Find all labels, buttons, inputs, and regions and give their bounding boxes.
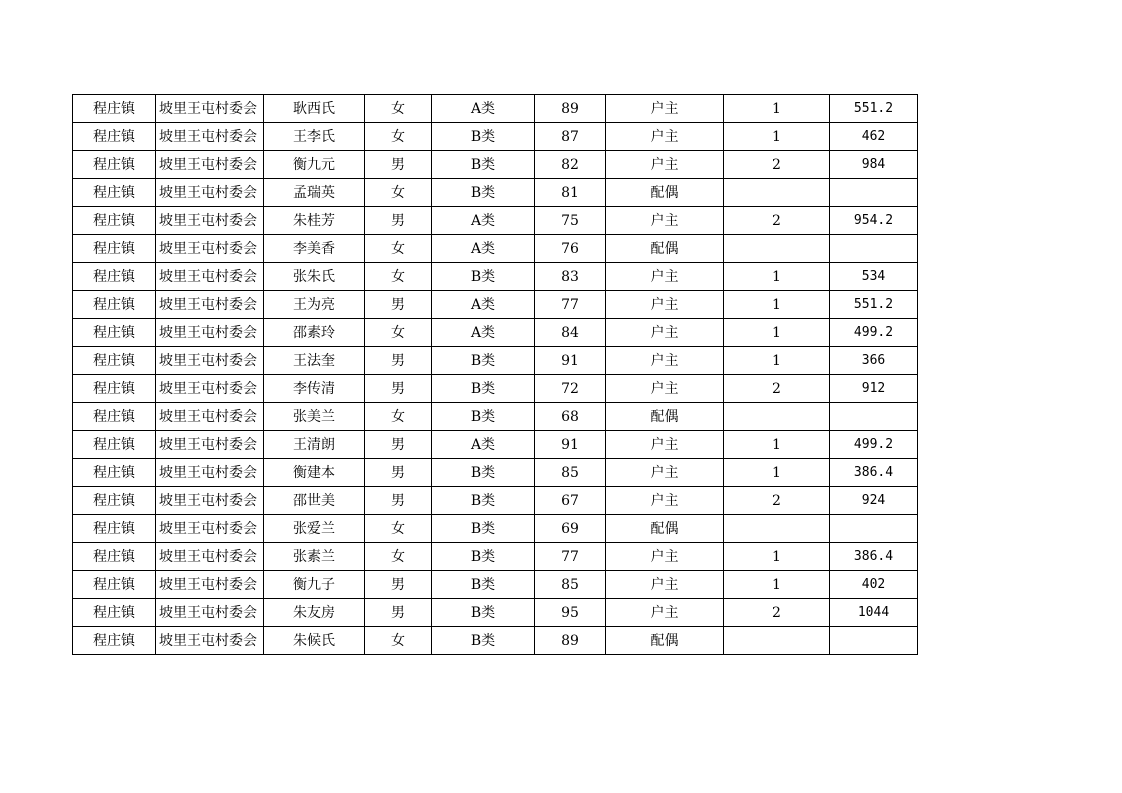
household-count-cell xyxy=(724,515,830,543)
category-cell: B类 xyxy=(432,543,535,571)
village-cell: 坡里王屯村委会 xyxy=(156,543,264,571)
village-cell: 坡里王屯村委会 xyxy=(156,347,264,375)
amount-cell: 924 xyxy=(830,487,918,515)
household-count-cell xyxy=(724,627,830,655)
village-cell: 坡里王屯村委会 xyxy=(156,627,264,655)
amount-cell: 386.4 xyxy=(830,543,918,571)
category-cell: B类 xyxy=(432,487,535,515)
town-cell: 程庄镇 xyxy=(73,207,156,235)
name-cell: 耿西氏 xyxy=(264,95,365,123)
household-count-cell: 2 xyxy=(724,599,830,627)
gender-cell: 女 xyxy=(365,319,432,347)
category-cell: B类 xyxy=(432,263,535,291)
name-cell: 王法奎 xyxy=(264,347,365,375)
name-cell: 李传清 xyxy=(264,375,365,403)
name-cell: 张朱氏 xyxy=(264,263,365,291)
relation-cell: 配偶 xyxy=(606,403,724,431)
amount-cell: 984 xyxy=(830,151,918,179)
table-row xyxy=(73,571,918,599)
age-cell: 72 xyxy=(535,375,606,403)
village-cell: 坡里王屯村委会 xyxy=(156,123,264,151)
age-cell: 83 xyxy=(535,263,606,291)
category-cell: B类 xyxy=(432,459,535,487)
relation-cell: 户主 xyxy=(606,207,724,235)
table-row xyxy=(73,207,918,235)
age-cell: 76 xyxy=(535,235,606,263)
town-cell: 程庄镇 xyxy=(73,487,156,515)
household-count-cell: 1 xyxy=(724,319,830,347)
age-cell: 75 xyxy=(535,207,606,235)
village-cell: 坡里王屯村委会 xyxy=(156,403,264,431)
household-count-cell: 1 xyxy=(724,431,830,459)
table-row xyxy=(73,123,918,151)
table-row xyxy=(73,431,918,459)
category-cell: B类 xyxy=(432,151,535,179)
category-cell: A类 xyxy=(432,319,535,347)
gender-cell: 女 xyxy=(365,95,432,123)
town-cell: 程庄镇 xyxy=(73,459,156,487)
amount-cell xyxy=(830,179,918,207)
name-cell: 李美香 xyxy=(264,235,365,263)
name-cell: 王为亮 xyxy=(264,291,365,319)
village-cell: 坡里王屯村委会 xyxy=(156,571,264,599)
gender-cell: 男 xyxy=(365,431,432,459)
amount-cell: 386.4 xyxy=(830,459,918,487)
village-cell: 坡里王屯村委会 xyxy=(156,235,264,263)
age-cell: 77 xyxy=(535,543,606,571)
relation-cell: 配偶 xyxy=(606,515,724,543)
relation-cell: 户主 xyxy=(606,263,724,291)
village-cell: 坡里王屯村委会 xyxy=(156,319,264,347)
category-cell: B类 xyxy=(432,627,535,655)
category-cell: A类 xyxy=(432,291,535,319)
category-cell: B类 xyxy=(432,179,535,207)
table-row xyxy=(73,459,918,487)
relation-cell: 配偶 xyxy=(606,179,724,207)
gender-cell: 男 xyxy=(365,571,432,599)
village-cell: 坡里王屯村委会 xyxy=(156,599,264,627)
name-cell: 孟瑞英 xyxy=(264,179,365,207)
name-cell: 王李氏 xyxy=(264,123,365,151)
village-cell: 坡里王屯村委会 xyxy=(156,515,264,543)
amount-cell: 366 xyxy=(830,347,918,375)
category-cell: A类 xyxy=(432,95,535,123)
amount-cell: 551.2 xyxy=(830,291,918,319)
town-cell: 程庄镇 xyxy=(73,123,156,151)
amount-cell: 402 xyxy=(830,571,918,599)
town-cell: 程庄镇 xyxy=(73,95,156,123)
name-cell: 衡九元 xyxy=(264,151,365,179)
name-cell: 张爱兰 xyxy=(264,515,365,543)
amount-cell: 462 xyxy=(830,123,918,151)
town-cell: 程庄镇 xyxy=(73,403,156,431)
relation-cell: 户主 xyxy=(606,459,724,487)
household-count-cell: 1 xyxy=(724,459,830,487)
relation-cell: 配偶 xyxy=(606,627,724,655)
village-cell: 坡里王屯村委会 xyxy=(156,487,264,515)
relation-cell: 户主 xyxy=(606,291,724,319)
table-row xyxy=(73,627,918,655)
age-cell: 69 xyxy=(535,515,606,543)
gender-cell: 男 xyxy=(365,291,432,319)
household-count-cell: 1 xyxy=(724,291,830,319)
category-cell: B类 xyxy=(432,571,535,599)
category-cell: B类 xyxy=(432,599,535,627)
name-cell: 邵素玲 xyxy=(264,319,365,347)
gender-cell: 女 xyxy=(365,263,432,291)
household-count-cell: 1 xyxy=(724,123,830,151)
age-cell: 81 xyxy=(535,179,606,207)
amount-cell: 1044 xyxy=(830,599,918,627)
relation-cell: 配偶 xyxy=(606,235,724,263)
relation-cell: 户主 xyxy=(606,487,724,515)
household-count-cell: 2 xyxy=(724,151,830,179)
name-cell: 衡九子 xyxy=(264,571,365,599)
amount-cell: 954.2 xyxy=(830,207,918,235)
age-cell: 85 xyxy=(535,459,606,487)
name-cell: 张美兰 xyxy=(264,403,365,431)
town-cell: 程庄镇 xyxy=(73,543,156,571)
relation-cell: 户主 xyxy=(606,151,724,179)
village-cell: 坡里王屯村委会 xyxy=(156,263,264,291)
town-cell: 程庄镇 xyxy=(73,627,156,655)
relation-cell: 户主 xyxy=(606,95,724,123)
village-cell: 坡里王屯村委会 xyxy=(156,95,264,123)
gender-cell: 女 xyxy=(365,179,432,207)
relation-cell: 户主 xyxy=(606,431,724,459)
town-cell: 程庄镇 xyxy=(73,515,156,543)
village-cell: 坡里王屯村委会 xyxy=(156,207,264,235)
household-count-cell: 1 xyxy=(724,347,830,375)
gender-cell: 男 xyxy=(365,459,432,487)
amount-cell: 534 xyxy=(830,263,918,291)
gender-cell: 女 xyxy=(365,515,432,543)
table-row xyxy=(73,347,918,375)
age-cell: 82 xyxy=(535,151,606,179)
name-cell: 邵世美 xyxy=(264,487,365,515)
name-cell: 衡建本 xyxy=(264,459,365,487)
gender-cell: 女 xyxy=(365,403,432,431)
age-cell: 77 xyxy=(535,291,606,319)
village-cell: 坡里王屯村委会 xyxy=(156,179,264,207)
age-cell: 67 xyxy=(535,487,606,515)
table-row xyxy=(73,543,918,571)
village-cell: 坡里王屯村委会 xyxy=(156,375,264,403)
table-row xyxy=(73,235,918,263)
gender-cell: 男 xyxy=(365,151,432,179)
village-cell: 坡里王屯村委会 xyxy=(156,459,264,487)
relation-cell: 户主 xyxy=(606,319,724,347)
gender-cell: 男 xyxy=(365,599,432,627)
household-count-cell: 2 xyxy=(724,375,830,403)
town-cell: 程庄镇 xyxy=(73,571,156,599)
beneficiary-table xyxy=(72,94,918,655)
amount-cell: 499.2 xyxy=(830,431,918,459)
relation-cell: 户主 xyxy=(606,347,724,375)
age-cell: 95 xyxy=(535,599,606,627)
gender-cell: 女 xyxy=(365,543,432,571)
relation-cell: 户主 xyxy=(606,543,724,571)
gender-cell: 女 xyxy=(365,235,432,263)
town-cell: 程庄镇 xyxy=(73,599,156,627)
table-row xyxy=(73,403,918,431)
amount-cell: 912 xyxy=(830,375,918,403)
village-cell: 坡里王屯村委会 xyxy=(156,291,264,319)
category-cell: B类 xyxy=(432,515,535,543)
category-cell: A类 xyxy=(432,431,535,459)
amount-cell: 551.2 xyxy=(830,95,918,123)
village-cell: 坡里王屯村委会 xyxy=(156,151,264,179)
age-cell: 87 xyxy=(535,123,606,151)
category-cell: B类 xyxy=(432,375,535,403)
category-cell: B类 xyxy=(432,403,535,431)
table-row xyxy=(73,319,918,347)
relation-cell: 户主 xyxy=(606,599,724,627)
table-row xyxy=(73,487,918,515)
town-cell: 程庄镇 xyxy=(73,319,156,347)
town-cell: 程庄镇 xyxy=(73,151,156,179)
gender-cell: 女 xyxy=(365,123,432,151)
town-cell: 程庄镇 xyxy=(73,291,156,319)
table-row xyxy=(73,515,918,543)
amount-cell xyxy=(830,403,918,431)
table-body xyxy=(73,95,918,655)
age-cell: 68 xyxy=(535,403,606,431)
gender-cell: 男 xyxy=(365,487,432,515)
table-row xyxy=(73,95,918,123)
name-cell: 朱桂芳 xyxy=(264,207,365,235)
name-cell: 朱候氏 xyxy=(264,627,365,655)
household-count-cell: 2 xyxy=(724,207,830,235)
age-cell: 84 xyxy=(535,319,606,347)
town-cell: 程庄镇 xyxy=(73,431,156,459)
town-cell: 程庄镇 xyxy=(73,375,156,403)
household-count-cell xyxy=(724,403,830,431)
town-cell: 程庄镇 xyxy=(73,235,156,263)
age-cell: 91 xyxy=(535,347,606,375)
household-count-cell: 2 xyxy=(724,487,830,515)
amount-cell xyxy=(830,515,918,543)
relation-cell: 户主 xyxy=(606,375,724,403)
table-row xyxy=(73,151,918,179)
town-cell: 程庄镇 xyxy=(73,347,156,375)
age-cell: 85 xyxy=(535,571,606,599)
household-count-cell xyxy=(724,235,830,263)
name-cell: 朱友房 xyxy=(264,599,365,627)
gender-cell: 男 xyxy=(365,375,432,403)
age-cell: 91 xyxy=(535,431,606,459)
amount-cell xyxy=(830,235,918,263)
table-row xyxy=(73,291,918,319)
gender-cell: 男 xyxy=(365,207,432,235)
town-cell: 程庄镇 xyxy=(73,179,156,207)
household-count-cell: 1 xyxy=(724,571,830,599)
table-row xyxy=(73,179,918,207)
amount-cell: 499.2 xyxy=(830,319,918,347)
category-cell: A类 xyxy=(432,235,535,263)
household-count-cell: 1 xyxy=(724,543,830,571)
household-count-cell: 1 xyxy=(724,263,830,291)
amount-cell xyxy=(830,627,918,655)
household-count-cell xyxy=(724,179,830,207)
category-cell: B类 xyxy=(432,347,535,375)
household-count-cell: 1 xyxy=(724,95,830,123)
table-row xyxy=(73,375,918,403)
age-cell: 89 xyxy=(535,627,606,655)
table-row xyxy=(73,599,918,627)
gender-cell: 男 xyxy=(365,347,432,375)
town-cell: 程庄镇 xyxy=(73,263,156,291)
relation-cell: 户主 xyxy=(606,571,724,599)
category-cell: B类 xyxy=(432,123,535,151)
village-cell: 坡里王屯村委会 xyxy=(156,431,264,459)
gender-cell: 女 xyxy=(365,627,432,655)
name-cell: 张素兰 xyxy=(264,543,365,571)
name-cell: 王清朗 xyxy=(264,431,365,459)
relation-cell: 户主 xyxy=(606,123,724,151)
age-cell: 89 xyxy=(535,95,606,123)
table-row xyxy=(73,263,918,291)
category-cell: A类 xyxy=(432,207,535,235)
